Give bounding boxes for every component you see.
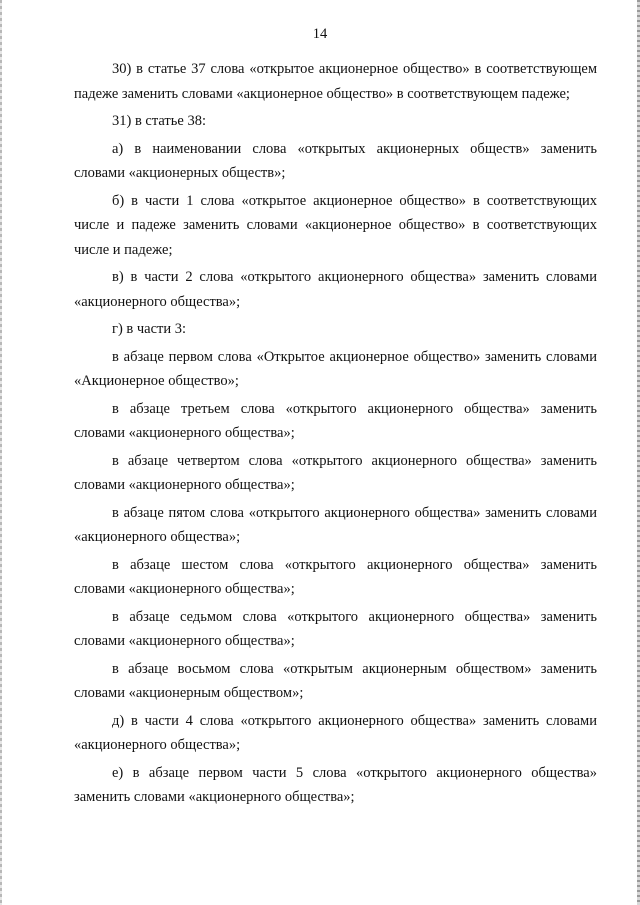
paragraph-item-30: 30) в статье 37 слова «открытое акционерное общество» в соответствующем падеже заменить словами «акционерное общество» в соответствующем падеже; <box>74 61 597 102</box>
paragraph-abzac-1: в абзаце первом слова «Открытое акционерное общество» заменить словами «Акционерное общество»; <box>74 348 597 389</box>
document-body <box>74 57 597 813</box>
paragraph-abzac-7: в абзаце седьмом слова «открытого акционерного общества» заменить словами «акционерного общества»; <box>74 608 597 649</box>
scan-edge-left <box>0 0 2 905</box>
paragraph-abzac-5: в абзаце пятом слова «открытого акционерного общества» заменить словами «акционерного общества»; <box>74 504 597 545</box>
paragraph-abzac-3: в абзаце третьем слова «открытого акционерного общества» заменить словами «акционерного общества»; <box>74 400 597 441</box>
paragraph-subitem-d: д) в части 4 слова «открытого акционерного общества» заменить словами «акционерного общества»; <box>74 712 597 753</box>
paragraph-subitem-a: а) в наименовании слова «открытых акционерных обществ» заменить словами «акционерных обществ»; <box>74 140 597 181</box>
paragraph-abzac-8: в абзаце восьмом слова «открытым акционерным обществом» заменить словами «акционерным обществом»; <box>74 660 597 701</box>
page-number: 14 <box>312 26 328 42</box>
paragraph-subitem-e: е) в абзаце первом части 5 слова «открытого акционерного общества» заменить словами «акционерного общества»; <box>74 764 597 805</box>
paragraph-abzac-6: в абзаце шестом слова «открытого акционерного общества» заменить словами «акционерного общества»; <box>74 556 597 597</box>
paragraph-item-31: 31) в статье 38: <box>112 113 206 129</box>
paragraph-subitem-v: в) в части 2 слова «открытого акционерного общества» заменить словами «акционерного общества»; <box>74 269 597 310</box>
paragraph-subitem-g: г) в части 3: <box>112 321 187 337</box>
paragraph-abzac-4: в абзаце четвертом слова «открытого акционерного общества» заменить словами «акционерного общества»; <box>74 452 597 493</box>
paragraph-subitem-b: б) в части 1 слова «открытое акционерное общество» в соответствующих числе и падеже заменить словами «акционерное общество» в соответствующих числе и падеже; <box>74 192 597 258</box>
